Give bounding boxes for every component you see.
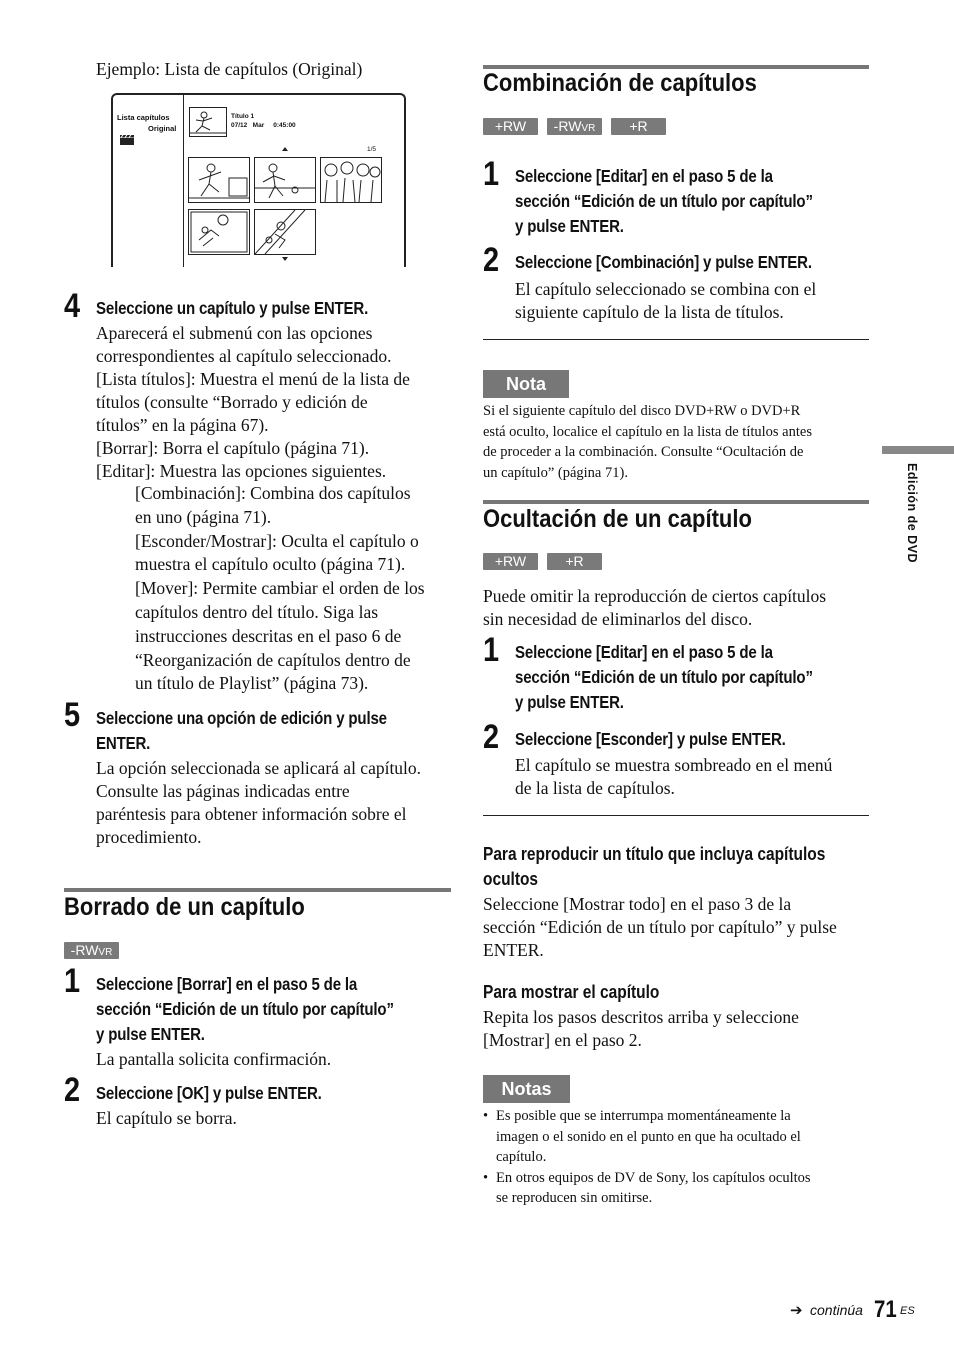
continua-arrow-icon: ➔ <box>790 1301 803 1319</box>
example-caption: Ejemplo: Lista de capítulos (Original) <box>96 59 363 79</box>
divider <box>483 339 869 340</box>
nota-text: Si el siguiente capítulo del disco DVD+RW o DVD+R está oculto, localice el capítulo en la lista de títulos antes de proceder a la combinación. Consulte “Ocultación de un capítulo” (página 71). <box>483 403 812 481</box>
ocultacion-title: Ocultación de un capítulo <box>483 505 752 533</box>
ocultacion-intro: Puede omitir la reproducción de ciertos capítulos sin necesidad de eliminarlos del disco. <box>483 586 827 629</box>
badge-plus-rw: +RW <box>483 118 538 135</box>
chapter-thumb[interactable] <box>188 209 250 255</box>
step-5-body: La opción seleccionada se aplicará al capítulo. Consulte las páginas indicadas entre paréntesis para obtener información sobre el procedimiento. <box>96 758 422 847</box>
borrado-step-2-body: El capítulo se borra. <box>96 1108 237 1128</box>
combinacion-step-2-body: El capítulo seleccionado se combina con el siguiente capítulo de la lista de títulos. <box>515 279 817 322</box>
continua-text: continúa <box>810 1302 863 1318</box>
chapter-thumb[interactable] <box>320 157 382 203</box>
badge-rwvr: -RWVR <box>64 942 119 959</box>
notas-item: • Es posible que se interrumpa momentáneamente la imagen o el sonido en el punto en que ha ocultado el capítulo. <box>483 1108 801 1165</box>
bullet: • <box>483 1108 489 1124</box>
step-4-body: Aparecerá el submenú con las opciones correspondientes al capítulo seleccionado. [Lista títulos]: Muestra el menú de la lista de títulos (consulte “Borrado y edición de títulos” en la página 67). [Borrar]: Borra el capítulo (página 71). [Editar]: Muestra las opciones siguientes. <box>96 323 410 481</box>
chapter-thumb[interactable] <box>254 209 316 255</box>
badge-plus-r: +R <box>547 553 602 570</box>
notas-item: • En otros equipos de DV de Sony, los capítulos ocultos se reproducen sin omitirse. <box>483 1169 811 1206</box>
mostrar-body: Repita los pasos descritos arriba y seleccione [Mostrar] en el paso 2. <box>483 1007 799 1050</box>
screen-list-sub: Original <box>148 124 177 133</box>
chapter-list-screen <box>111 93 406 267</box>
ocultacion-step-2-heading: Seleccione [Esconder] y pulse ENTER. <box>515 729 786 749</box>
combinacion-step-2-number: 2 <box>483 241 500 279</box>
page-lang: ES <box>900 1305 915 1317</box>
step-5-heading: Seleccione una opción de edición y pulse ENTER. <box>96 708 387 753</box>
borrado-step-2-number: 2 <box>64 1071 81 1109</box>
combinacion-step-1-number: 1 <box>483 155 500 193</box>
bullet: • <box>483 1169 489 1186</box>
screen-page-indicator: 1/5 <box>367 146 377 153</box>
mostrar-heading: Para mostrar el capítulo <box>483 982 660 1002</box>
chapter-thumb[interactable] <box>188 157 250 203</box>
nota-label: Nota <box>483 370 569 398</box>
chapter-thumb[interactable] <box>254 157 316 203</box>
side-tab-bar <box>882 446 954 454</box>
borrado-step-1-heading: Seleccione [Borrar] en el paso 5 de la sección “Edición de un título por capítulo” y pulse ENTER. <box>96 974 394 1044</box>
borrado-title: Borrado de un capítulo <box>64 893 305 921</box>
step-4-heading: Seleccione un capítulo y pulse ENTER. <box>96 298 369 318</box>
ocultacion-step-1-number: 1 <box>483 631 500 669</box>
badge-rwvr: -RWVR <box>547 118 602 135</box>
screen-list-label: Lista capítulos <box>117 113 170 122</box>
up-arrow-icon <box>282 147 288 151</box>
borrado-step-1-number: 1 <box>64 962 81 1000</box>
divider <box>483 815 869 816</box>
side-tab-label: Edición de DVD <box>905 463 919 564</box>
section-rule <box>64 888 451 892</box>
notas-list <box>483 1106 811 1209</box>
ocultacion-step-1-heading: Seleccione [Editar] en el paso 5 de la sección “Edición de un título por capítulo” y pulse ENTER. <box>515 642 813 712</box>
reproducir-heading: Para reproducir un título que incluya capítulos ocultos <box>483 844 826 889</box>
combinacion-step-1-heading: Seleccione [Editar] en el paso 5 de la sección “Edición de un título por capítulo” y pulse ENTER. <box>515 166 813 236</box>
section-rule <box>483 500 869 504</box>
badge-plus-rw: +RW <box>483 553 538 570</box>
combinacion-step-2-heading: Seleccione [Combinación] y pulse ENTER. <box>515 252 812 272</box>
screen-title-name: Título 1 <box>231 113 255 120</box>
borrado-step-2-heading: Seleccione [OK] y pulse ENTER. <box>96 1083 322 1103</box>
borrado-step-1-body: La pantalla solicita confirmación. <box>96 1049 332 1069</box>
step-4-number: 4 <box>64 287 81 325</box>
screen-title-info: 07/12 Mar 0:45:00 <box>231 122 296 129</box>
step-4-suboptions: [Combinación]: Combina dos capítulos en uno (página 71). [Esconder/Mostrar]: Oculta el capítulo o muestra el capítulo oculto (página 71). [Mover]: Permite cambiar el orden de los capítulos dentro del título. Siga las instrucciones descritas en el paso 6 de “Reorganización de capítulos dentro de un título de Playlist” (página 73). <box>135 483 425 694</box>
combinacion-title: Combinación de capítulos <box>483 69 757 97</box>
ocultacion-step-2-body: El capítulo se muestra sombreado en el menú de la lista de capítulos. <box>515 755 833 798</box>
clapper-icon <box>120 132 134 142</box>
page-number: 71 <box>874 1296 897 1323</box>
badge-plus-r: +R <box>611 118 666 135</box>
reproducir-body: Seleccione [Mostrar todo] en el paso 3 de la sección “Edición de un título por capítulo” y pulse ENTER. <box>483 894 837 960</box>
step-5-number: 5 <box>64 696 81 734</box>
notas-label: Notas <box>483 1075 570 1103</box>
down-arrow-icon <box>282 257 288 261</box>
title-thumb <box>189 107 227 137</box>
screen-divider <box>183 95 184 267</box>
ocultacion-step-2-number: 2 <box>483 718 500 756</box>
